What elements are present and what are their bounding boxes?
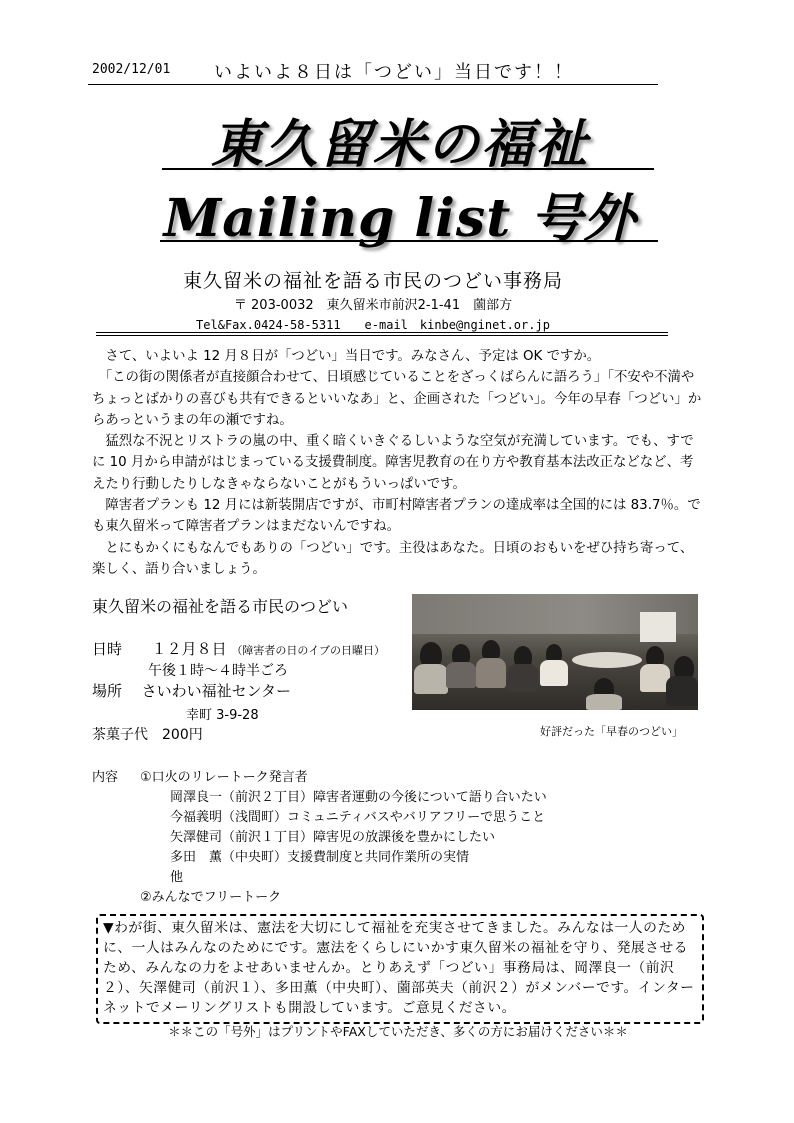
- top-line: [92, 58, 652, 83]
- issue-date: 2002/12/01: [92, 62, 171, 77]
- date-note: （障害者の日のイブの日曜日）: [231, 644, 386, 657]
- place-value: さいわい福祉センター: [141, 682, 291, 700]
- body-paragraph: とにもかくにもなんでもありの「つどい」です。主役はあなた。日頃のおもいをぜひ持ち寄って、楽しく、語り合いましょう。: [92, 540, 694, 577]
- title-line-2: Mailing list 号外: [163, 188, 637, 249]
- event-date-row: [92, 638, 385, 659]
- program-label: 内容: [92, 770, 119, 785]
- office-contact: Tel&Fax.0424-58-5311 e-mail kinbe@nginet.or.jp: [196, 318, 550, 332]
- body-paragraph: 「この街の関係者が直接顔合わせて、日頃感じていることをざっくばらんに語ろう」「不安や不満やちょっとばかりの喜びも共有できるといいなあ」と、企画された「つどい」。今年の早春「つどい」からあっというまの年の瀬ですね。: [92, 370, 702, 428]
- top-rule: [88, 84, 658, 85]
- program-item-1: ①口火のリレートーク発言者: [140, 770, 308, 785]
- body-text: [92, 346, 706, 580]
- place-address: 幸町 3-9-28: [186, 708, 259, 723]
- date-value: １２月８日: [151, 640, 227, 658]
- title-line-1: 東久留米の福祉: [210, 114, 589, 175]
- speaker-item: 岡澤良一（前沢２丁目）障害者運動の今後について語り合いたい: [170, 790, 547, 805]
- body-paragraph: 障害者プランも 12 月には新装開店ですが、市町村障害者プランの達成率は全国的には 83.7％。でも東久留米って障害者プランはまだないんですね。: [92, 498, 701, 535]
- event-title: 東久留米の福祉を語る市民のつどい: [92, 597, 349, 616]
- speaker-item: 他: [170, 870, 184, 885]
- contact-rule-2: [96, 335, 668, 336]
- speaker-item: 矢澤健司（前沢１丁目）障害児の放課後を豊かにしたい: [170, 830, 496, 845]
- headline: いよいよ８日は「つどい」当日です！！: [214, 62, 574, 83]
- body-paragraph: 猛烈な不況とリストラの嵐の中、重く暗くいきぐるしいような空気が充満しています。でも、すでに 10 月から申請がはじまっている支援費制度。障害児教育の在り方や教育基本法改正などなど、考えたり行動したりしなきゃならないことがもういっぱいです。: [92, 434, 694, 492]
- body-paragraph: さて、いよいよ 12 月８日が「つどい」当日です。みなさん、予定は OK ですか。: [92, 349, 601, 364]
- notice-text: ▼わが街、東久留米は、憲法を大切にして福祉を充実させてきました。みんなは一人のために、一人はみんなのためにです。憲法をくらしにいかす東久留米の福祉を守り、発展させるため、みんなの力をよせあいませんか。とりあえず「つどい」事務局は、岡澤良一（前沢２）、矢澤健司（前沢１）、多田薫（中央町）、薗部英夫（前沢２）がメンバーです。インターネットでメーリングリストも開設しています。ご意見ください。: [103, 920, 695, 1016]
- program-item-2: ②みんなでフリートーク: [140, 890, 282, 905]
- photo-caption: 好評だった「早春のつどい」: [540, 725, 683, 738]
- title-rule-1: [162, 168, 654, 170]
- event-time: 午後１時〜４時半ごろ: [148, 663, 288, 679]
- contact-rule: [96, 332, 668, 333]
- office-address: 〒 203-0032 東久留米市前沢2-1-41 薗部方: [233, 298, 513, 313]
- title-rule-2: [160, 240, 658, 242]
- event-fee: 茶菓子代 200円: [92, 727, 203, 743]
- footer-note: ＊＊この「号外」はプリントやFAXしていただき、多くの方にお届けください＊＊: [168, 1024, 628, 1039]
- place-label: 場所: [92, 682, 123, 700]
- event-photo: [412, 594, 698, 710]
- speaker-item: 今福義明（浅間町）コミュニティバスやバリアフリーで思うこと: [170, 810, 546, 825]
- date-label: 日時: [92, 640, 123, 658]
- speaker-item: 多田 薫（中央町）支援費制度と共同作業所の実情: [170, 850, 470, 865]
- event-place-row: [92, 680, 291, 701]
- office-name: 東久留米の福祉を語る市民のつどい事務局: [182, 270, 563, 292]
